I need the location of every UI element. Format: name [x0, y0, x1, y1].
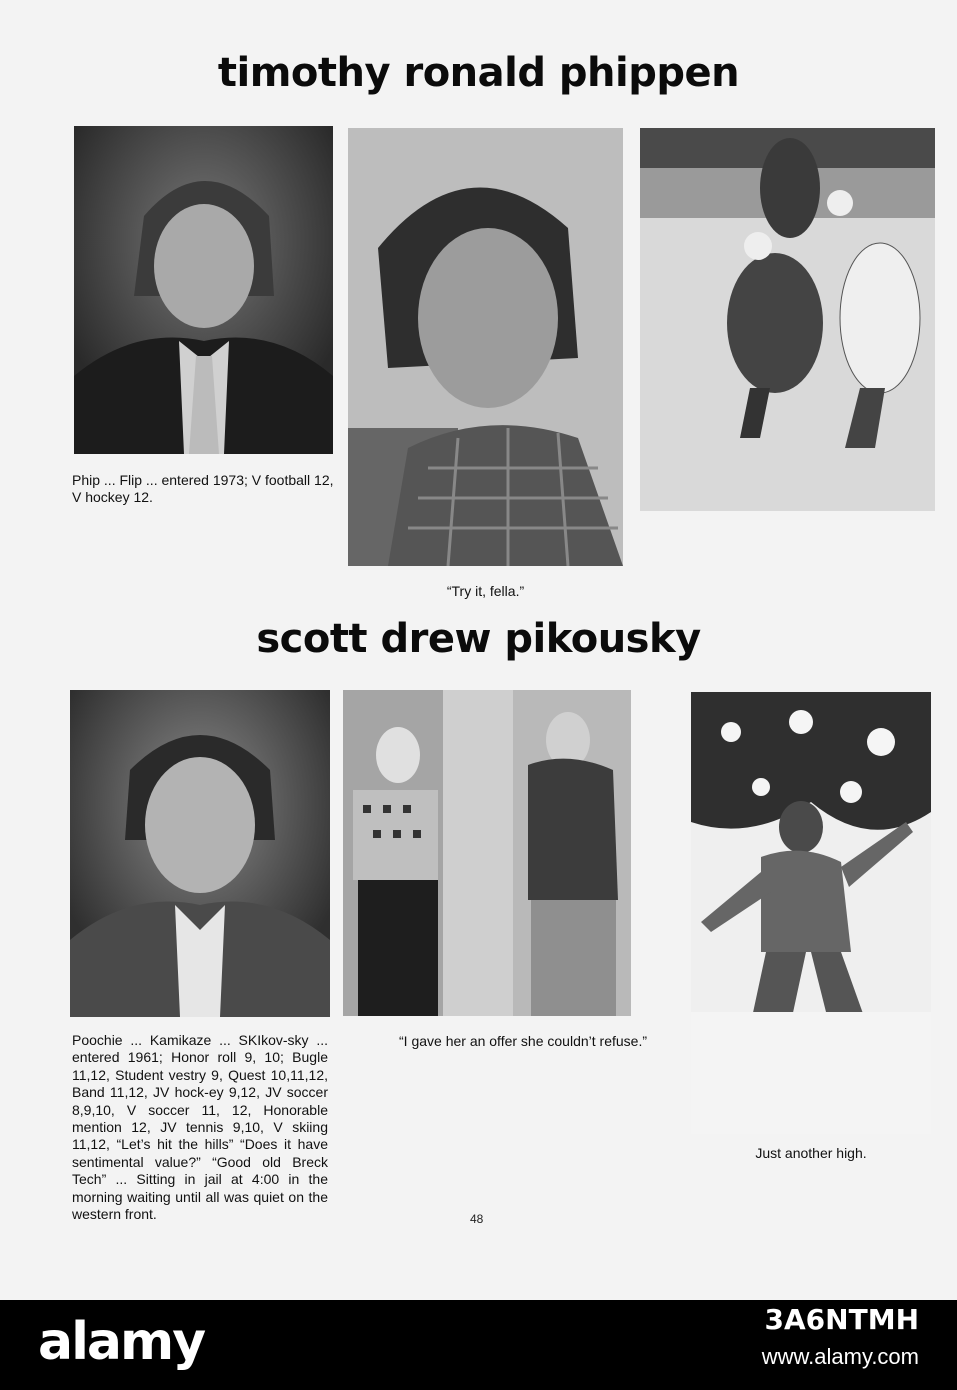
- image-id: 3A6NTMH: [764, 1303, 919, 1336]
- page-number: 48: [470, 1212, 484, 1226]
- student-name-heading: scott drew pikousky: [256, 616, 701, 662]
- portrait-photo: [70, 690, 330, 1017]
- student-bio: Phip ... Flip ... entered 1973; V football 12, V hockey 12.: [72, 472, 334, 506]
- watermark-url: www.alamy.com: [761, 1344, 919, 1369]
- watermark-logo: alamy: [38, 1312, 205, 1372]
- hockey-action-photo: [640, 128, 935, 511]
- skiing-photo: [691, 692, 931, 1134]
- candid-photo: [348, 128, 623, 566]
- photo-caption: “I gave her an offer she couldn’t refuse.”: [399, 1033, 647, 1049]
- student-bio: Poochie ... Kamikaze ... SKIkov-sky ... entered 1961; Honor roll 9, 10; Bugle 11,12, Student vestry 9, Quest 10,11,12, Band 11,12, JV hock-ey 9,12, JV soccer 8,9,10, V soccer 11, 12, Honorable mention 12, JV tennis 9,10, V skiing 11,12, “Let’s hit the hills” “Does it have sentimental value?” “Good old Breck Tech” ... Sitting in jail at 4:00 in the morning waiting until all was quiet on the western front.: [72, 1032, 328, 1223]
- student-name-heading: timothy ronald phippen: [217, 50, 740, 96]
- photo-caption: Just another high.: [755, 1145, 867, 1161]
- photo-caption: “Try it, fella.”: [446, 583, 525, 599]
- couple-photo: [343, 690, 631, 1016]
- portrait-photo: [74, 126, 333, 454]
